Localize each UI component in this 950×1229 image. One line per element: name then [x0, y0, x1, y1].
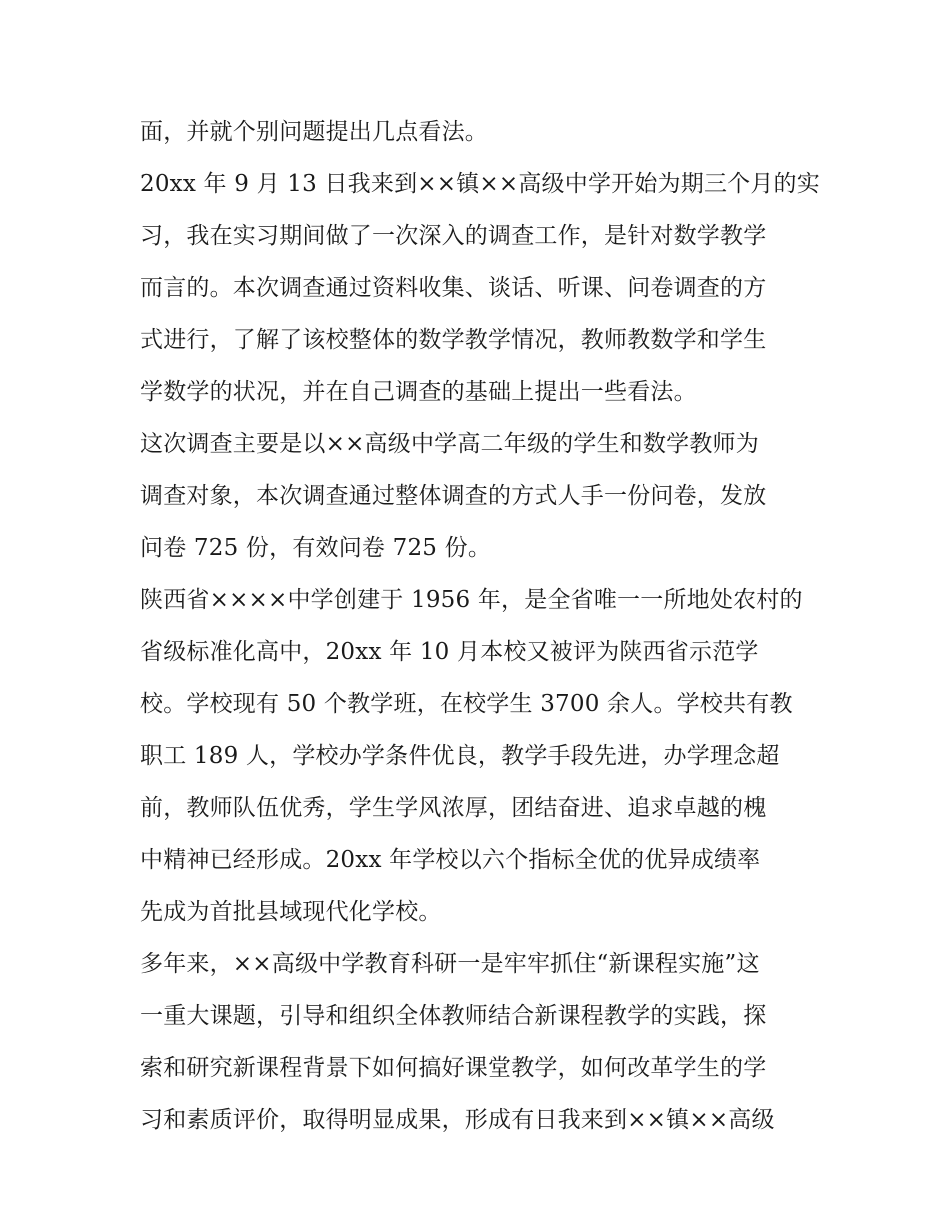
text-line: 陕西省××××中学创建于 1956 年，是全省唯一一所地处农村的	[140, 587, 803, 613]
text-line: 索和研究新课程背景下如何搞好课堂教学，如何改革学生的学	[140, 1055, 767, 1081]
text-line: 中精神已经形成。20xx 年学校以六个指标全优的优异成绩率	[140, 847, 761, 873]
text-line: 而言的。本次调查通过资料收集、谈话、听课、问卷调查的方	[140, 275, 767, 301]
text-line: 学数学的状况，并在自己调查的基础上提出一些看法。	[140, 379, 697, 405]
text-line: 多年来，××高级中学教育科研一是牢牢抓住“新课程实施”这	[140, 951, 760, 977]
text-line: 问卷 725 份，有效问卷 725 份。	[140, 535, 492, 561]
text-line: 20xx 年 9 月 13 日我来到××镇××高级中学开始为期三个月的实	[140, 171, 820, 197]
text-line: 习和素质评价，取得明显成果，形成有日我来到××镇××高级	[140, 1107, 775, 1133]
text-line: 校。学校现有 50 个教学班，在校学生 3700 余人。学校共有教	[140, 691, 793, 717]
document-body	[140, 106, 820, 1146]
text-line: 省级标准化高中，20xx 年 10 月本校又被评为陕西省示范学	[140, 639, 759, 665]
text-line: 先成为首批县域现代化学校。	[140, 899, 442, 925]
text-line: 这次调查主要是以××高级中学高二年级的学生和数学教师为	[140, 431, 759, 457]
text-line: 一重大课题，引导和组织全体教师结合新课程教学的实践，探	[140, 1003, 767, 1029]
text-line: 职工 189 人，学校办学条件优良，教学手段先进，办学理念超	[140, 743, 780, 769]
text-line: 面，并就个别问题提出几点看法。	[140, 119, 488, 145]
text-line: 前，教师队伍优秀，学生学风浓厚，团结奋进、追求卓越的槐	[140, 795, 767, 821]
text-line: 习，我在实习期间做了一次深入的调查工作，是针对数学教学	[140, 223, 767, 249]
text-line: 式进行，了解了该校整体的数学教学情况，教师教数学和学生	[140, 327, 767, 353]
text-line: 调查对象，本次调查通过整体调查的方式人手一份问卷，发放	[140, 483, 767, 509]
